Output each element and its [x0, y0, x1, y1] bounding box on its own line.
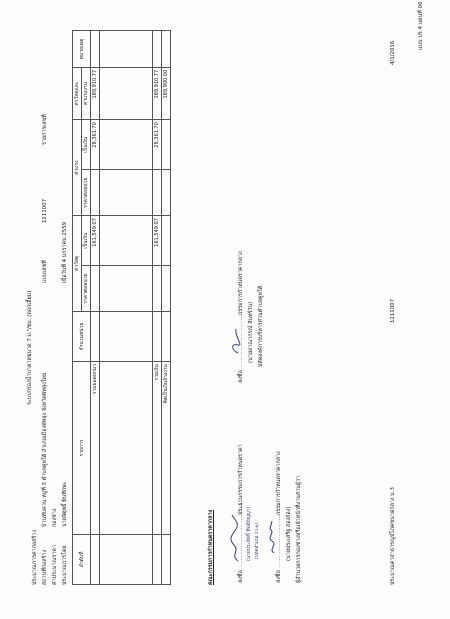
footer-right: 4/1/2016 — [390, 40, 396, 65]
work-type-label: ค่าประมาณราคา — [52, 545, 58, 585]
col-labor: ค่าแรง — [73, 120, 82, 216]
chair-handwritten: (ปลัดอำเภอ วว.๑) — [255, 523, 260, 559]
estimator-value: นายจิตุทธิ์ พินทิกษะ — [62, 481, 68, 527]
office-label: ประมาณการค่าก่อสร้าง — [32, 530, 38, 585]
member-position: ผู้อำนวยการกองช่างหรือเจ้าหน้าที่งานส่วนผู้ว่า — [296, 475, 302, 583]
sign-label-3: ลงชื่อ — [238, 370, 244, 383]
footer-center: 1211007 — [390, 298, 396, 323]
form-title: ระบบกรองน้ำบาดาลขนาด 7 ม.³/ชม. (ดอกเอี้ยม) — [27, 290, 33, 405]
cost-table — [72, 30, 171, 585]
estimator-label: ประมาณการโดย — [62, 545, 68, 585]
table-row: รวมยอดยกมา 161,549.07 28,361.70 189,910.77 — [91, 31, 100, 585]
document-content: ประมาณการค่าก่อสร้าง ระบบกรองน้ำบาดาลขนาด 7 ม.³/ชม. (ดอกเอี้ยม) สถานที่ก่อสร้าง บ้านทับควน หมู่ที่ 3 ตำบลคูหใต้ อำเภอเมืองพัทลุง จังหวัดพัทลุงใหม่ แบบเลขที่ 1211007 รายการเลขที่ ค่าประมาณราคา กองช่าง ประมาณการโดย นายจิตุทธิ์ พินทิกษะ เมื่อวันที่ 4 มกราคม 2559 ลำดับที่ รายการ จำนวนหน่วย ค่าวัสดุ ค่าแรง ค่าวัสดุและ หมายเหตุ ราคาต่อหน่วย เป็นเงิน ราคาต่อหน่วย เป็นเงิน ค่าแรงงาน รวมยอดยกมา 161,549.07 28,361.70 189,910.77 รวมเงิน 161,549.07 28,361.70 189,910.77 คิดเป็นเงินจ้างงาน 189,900.00 คณะกรรมการกำหนดราคากลาง ลงชื่อ ............................... ประธานกรรมการกำหนดราคา (นายประสิทธิ์ ทิพย์ปัญญา) (ปลัดอำเภอ วว.๑) ลงชื่อ ............................... กรรมการกำหนดราคากลาง (นายประเสริฐ สองส่อง) ผู้อำนวยการกองช่างหรือเจ้าหน้าที่งานส่วนผู้ว่า ลงชื่อ .......................... กรรมการกำหนดราคากลาง (นายอาณากรณ์ จันทร์วัน) ปลัดองค์การบริหารส่วนตำบลคูหใต้ ประมาณค่าสาธารณูปโภคขนาดกลาง ม.3 1211007 4/1/2016 — [30, 25, 420, 585]
chair-signature — [228, 513, 242, 563]
form-no-value: 1211007 — [42, 198, 48, 223]
chair-name: (นายประสิทธิ์ ทิพย์ปัญญา) — [247, 506, 252, 561]
col-amount-l: เป็นเงิน — [82, 120, 91, 170]
member-signature — [266, 519, 280, 555]
col-material: ค่าวัสดุ — [73, 216, 82, 312]
sign-label-2: ลงชื่อ — [276, 570, 282, 583]
member-name: (นายประเสริฐ สองส่อง) — [286, 506, 292, 561]
col-unit-price-m: ราคาต่อหน่วย — [82, 266, 91, 312]
member2-position: ปลัดองค์การบริหารส่วนตำบลคูหใต้ — [258, 285, 264, 367]
col-amount-m: เป็นเงิน — [82, 216, 91, 266]
table-row: รวมเงิน 161,549.07 28,361.70 189,910.77 — [153, 31, 162, 585]
footer-left: ประมาณค่าสาธารณูปโภคขนาดกลาง ม.3 — [390, 487, 396, 585]
member-role: กรรมการกำหนดราคากลาง — [276, 451, 282, 515]
col-remark: หมายเหตุ — [73, 31, 91, 68]
col-unit-price-l: ราคาต่อหน่วย — [82, 170, 91, 216]
col-qty-unit: จำนวนหน่วย — [73, 311, 91, 361]
chair-role: ประธานกรรมการกำหนดราคา — [238, 444, 244, 515]
work-type-value: กองช่าง — [52, 508, 58, 527]
committee-heading: คณะกรรมการกำหนดราคากลาง — [208, 509, 214, 585]
member2-signature — [228, 327, 242, 357]
location-value: บ้านทับควน หมู่ที่ 3 ตำบลคูหใต้ อำเภอเมืองพัทลุง จังหวัดพัทลุงใหม่ — [42, 372, 48, 527]
member2-name: (นายอาณากรณ์ จันทร์วัน) — [248, 301, 254, 363]
date-label: เมื่อวันที่ 4 มกราคม 2559 — [62, 221, 68, 283]
sign-label-1: ลงชื่อ — [238, 570, 244, 583]
location-label: สถานที่ก่อสร้าง — [42, 549, 48, 585]
col-items: รายการ — [73, 362, 91, 535]
table-row: คิดเป็นเงินจ้างงาน 189,900.00 — [162, 31, 171, 585]
col-seq: ลำดับที่ — [73, 534, 91, 584]
member-role-2: กรรมการกำหนดราคากลาง — [238, 251, 244, 315]
page-corner-label: แบบ ปร.4 แผ่นที่ 06 — [418, 1, 424, 50]
col-total-material: ค่าวัสดุและ — [73, 67, 82, 119]
col-total-labor: ค่าแรงงาน — [82, 67, 91, 119]
row-label: รวมยอดยกมา — [91, 362, 100, 535]
item-list-label: รายการเลขที่ — [42, 114, 48, 145]
form-no-label: แบบเลขที่ — [42, 260, 48, 283]
